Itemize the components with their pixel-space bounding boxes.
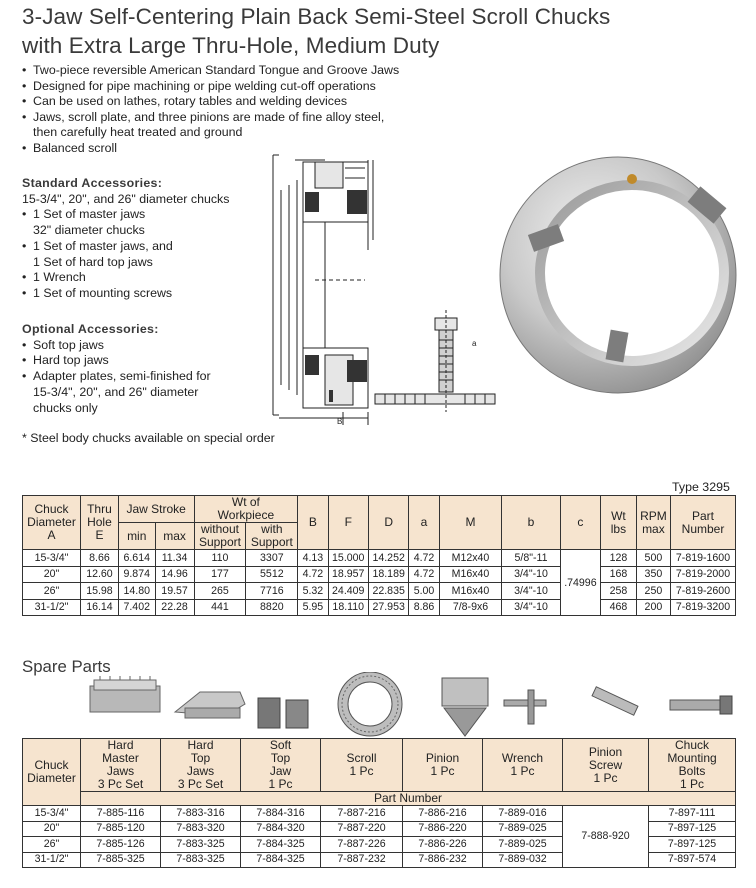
header-text-line: max: [642, 521, 665, 536]
table-cell: 7-887-232: [321, 852, 403, 868]
header-text-line: 1 Pc: [430, 764, 455, 778]
col-header-a: a: [409, 496, 439, 550]
table-cell: 14.252: [368, 550, 408, 567]
table-cell: 500: [636, 550, 670, 567]
header-text-line: Workpiece: [217, 508, 275, 522]
header-text-line: E: [95, 528, 104, 542]
spare-parts-images: [80, 672, 746, 740]
title-line-2: with Extra Large Thru-Hole, Medium Duty: [22, 33, 440, 58]
col-header-B: B: [298, 496, 328, 550]
col-header-scroll: [321, 739, 403, 792]
table-cell: 7-883-325: [161, 837, 241, 853]
accessory-item: • 1 Set of mounting screws: [22, 286, 272, 302]
table-cell: 15.98: [81, 583, 119, 600]
table-row: [23, 566, 736, 583]
col-header-D: D: [368, 496, 408, 550]
table-cell: 7-897-125: [649, 837, 736, 853]
table-cell: 7716: [246, 583, 298, 600]
col-header-thru-hole: [81, 496, 119, 550]
table-cell: 258: [601, 583, 637, 600]
standard-accessories: [22, 176, 272, 302]
table-cell: 168: [601, 566, 637, 583]
feature-item: • Designed for pipe machining or pipe welding cut-off operations: [22, 79, 482, 95]
table-cell: 7-889-032: [483, 852, 563, 868]
col-header-c: c: [560, 496, 600, 550]
col-header-F: F: [328, 496, 368, 550]
table-cell: 7-883-320: [161, 821, 241, 837]
table-cell: 177: [194, 566, 246, 583]
table-cell: 265: [194, 583, 246, 600]
header-text-line: Number: [681, 521, 725, 536]
table-cell: 5.32: [298, 583, 328, 600]
col-header-with-support: [246, 523, 298, 550]
table-cell: M16x40: [439, 566, 502, 583]
table-cell: 441: [194, 599, 246, 616]
header-text-line: Chuck: [34, 502, 69, 516]
header-text-line: Soft: [269, 738, 292, 752]
spare-parts-table: [22, 738, 736, 868]
feature-item: • Balanced scroll: [22, 141, 482, 157]
header-text-line: Hard: [187, 738, 214, 752]
table-cell: 5.00: [409, 583, 439, 600]
col-header-pinion-screw: [563, 739, 649, 792]
table-cell: 9.874: [118, 566, 155, 583]
header-text-line: 1 Pc: [268, 777, 293, 791]
table-cell: 3/4"-10: [502, 599, 560, 616]
header-text-line: A: [47, 528, 56, 542]
part-number-header: Part Number: [81, 792, 736, 806]
header-text-line: 1 Pc: [679, 777, 704, 791]
accessory-item: • 1 Wrench: [22, 270, 272, 286]
table-cell: 24.409: [328, 583, 368, 600]
table-cell: 26": [23, 837, 81, 853]
type-label: Type 3295: [672, 480, 730, 494]
table-cell: 5512: [246, 566, 298, 583]
pinion-screw-cell: 7-888-920: [563, 806, 649, 868]
table-cell: 8820: [246, 599, 298, 616]
table-cell: 20": [23, 821, 81, 837]
chuck-photo: [490, 145, 746, 405]
table-cell: 11.34: [155, 550, 194, 567]
table-cell: 8.66: [81, 550, 119, 567]
header-text-line: with: [261, 522, 283, 536]
table-cell: 7-889-016: [483, 806, 563, 822]
table-row: [23, 550, 736, 567]
chuck-section-drawing: [255, 150, 505, 425]
table-cell: 7/8-9x6: [439, 599, 502, 616]
table-cell: 7-884-316: [241, 806, 321, 822]
col-header-pinion: [403, 739, 483, 792]
col-header-rpm: [636, 496, 670, 550]
feature-item: • Can be used on lathes, rotary tables and welding devices: [22, 94, 482, 110]
col-header-wt-workpiece: [194, 496, 298, 523]
title-line-1: 3-Jaw Self-Centering Plain Back Semi-Steel Scroll Chucks: [22, 4, 611, 29]
col-header-mounting-bolts: [649, 739, 736, 792]
col-header-without-support: [194, 523, 246, 550]
table-cell: 350: [636, 566, 670, 583]
header-text-line: Pinion: [588, 744, 623, 759]
accessory-item: • 1 Set of master jaws, and 1 Set of hard top jaws: [22, 239, 272, 270]
table-cell: 6.614: [118, 550, 155, 567]
wrench-icon: [504, 690, 546, 724]
table-cell: 7-884-325: [241, 837, 321, 853]
table-row: [23, 583, 736, 600]
header-text-line: Wt of: [231, 495, 260, 509]
c-value-cell: .74996: [560, 550, 600, 616]
table-cell: 18.110: [328, 599, 368, 616]
header-text-line: Part: [692, 508, 715, 523]
table-cell: 7.402: [118, 599, 155, 616]
table-cell: 7-884-325: [241, 852, 321, 868]
table-cell: 26": [23, 583, 81, 600]
table-cell: 4.72: [298, 566, 328, 583]
col-header-chuck-diameter: [23, 496, 81, 550]
header-text-line: 3 Pc Set: [177, 777, 224, 791]
header-text-line: Top: [270, 751, 291, 765]
table-cell: 3/4"-10: [502, 566, 560, 583]
table-cell: 7-883-316: [161, 806, 241, 822]
table-cell: 7-885-120: [81, 821, 161, 837]
table-cell: 7-889-025: [483, 837, 563, 853]
table-cell: 12.60: [81, 566, 119, 583]
header-text-line: Diameter: [27, 771, 76, 785]
table-cell: 7-887-216: [321, 806, 403, 822]
header-text-line: Support: [198, 535, 241, 549]
col-header-jaw-min: min: [118, 523, 155, 550]
pinion-icon: [442, 678, 488, 736]
col-header-jaw-max: max: [155, 523, 194, 550]
optional-accessories: [22, 322, 272, 416]
table-cell: 7-886-220: [403, 821, 483, 837]
header-text-line: Screw: [588, 757, 623, 772]
table-cell: 22.28: [155, 599, 194, 616]
table-cell: 27.953: [368, 599, 408, 616]
table-cell: 18.957: [328, 566, 368, 583]
col-header-hard-master-jaws: [81, 739, 161, 792]
table-cell: 5.95: [298, 599, 328, 616]
table-cell: 7-885-116: [81, 806, 161, 822]
spare-parts-title: Spare Parts: [22, 657, 111, 676]
table-cell: 7-883-325: [161, 852, 241, 868]
table-cell: 7-897-125: [649, 821, 736, 837]
table-cell: 7-885-126: [81, 837, 161, 853]
col-header-b: b: [502, 496, 560, 550]
table-cell: 7-897-111: [649, 806, 736, 822]
header-text-line: RPM: [640, 508, 667, 523]
table-cell: 7-819-3200: [671, 599, 736, 616]
standard-accessories-intro: 15-3/4", 20", and 26" diameter chucks: [22, 191, 230, 206]
table-cell: 110: [194, 550, 246, 567]
header-text-line: 1 Pc: [510, 764, 535, 778]
table-cell: 31-1/2": [23, 599, 81, 616]
col-header-wt-lbs: [601, 496, 637, 550]
feature-item: • Two-piece reversible American Standard Tongue and Groove Jaws: [22, 63, 482, 79]
table-cell: 15-3/4": [23, 806, 81, 822]
table-cell: 20": [23, 566, 81, 583]
table-cell: 18.189: [368, 566, 408, 583]
table-cell: 4.72: [409, 566, 439, 583]
table-cell: 14.96: [155, 566, 194, 583]
col-header-hard-top-jaws: [161, 739, 241, 792]
table-cell: 8.86: [409, 599, 439, 616]
header-text-line: 1 Pc: [593, 770, 618, 785]
table-cell: 31-1/2": [23, 852, 81, 868]
dim-label-b: B: [337, 417, 343, 425]
header-text-line: Support: [250, 535, 293, 549]
mounting-bolt-icon: [670, 696, 732, 714]
table-cell: 5/8"-11: [502, 550, 560, 567]
feature-list: [22, 63, 482, 157]
header-text-line: 3 Pc Set: [97, 777, 144, 791]
hard-top-jaws-icon: [175, 692, 245, 718]
scroll-icon: [338, 672, 402, 736]
col-header-part-number: [671, 496, 736, 550]
accessory-item: • Hard top jaws: [22, 353, 272, 369]
header-text-line: Chuck: [34, 758, 69, 772]
accessory-item: • 1 Set of master jaws 32" diameter chucks: [22, 207, 272, 238]
accessory-item: • Adapter plates, semi-finished for 15-3/4", 20", and 26" diameter chucks only: [22, 369, 272, 416]
header-text-line: Wrench: [501, 751, 544, 765]
table-cell: 16.14: [81, 599, 119, 616]
table-row: [23, 806, 736, 822]
header-text-line: Jaw: [269, 764, 292, 778]
header-text-line: Jaws: [186, 764, 215, 778]
header-text-line: 1 Pc: [349, 764, 374, 778]
accessory-item: • Soft top jaws: [22, 338, 272, 354]
header-text-line: lbs: [610, 521, 627, 536]
specifications-table: [22, 495, 736, 616]
standard-accessories-heading: Standard Accessories:: [22, 176, 163, 190]
table-cell: 200: [636, 599, 670, 616]
table-cell: 7-889-025: [483, 821, 563, 837]
hard-master-jaws-icon: [90, 676, 160, 712]
optional-accessories-heading: Optional Accessories:: [22, 322, 159, 336]
header-text-line: Hole: [87, 515, 112, 529]
soft-top-jaw-icon: [258, 698, 308, 728]
header-text-line: Thru: [87, 502, 112, 516]
col-header-soft-top-jaw: [241, 739, 321, 792]
header-text-line: Wt: [611, 508, 626, 523]
table-cell: 7-886-216: [403, 806, 483, 822]
table-cell: 468: [601, 599, 637, 616]
header-text-line: Bolts: [678, 764, 706, 778]
table-cell: 7-886-232: [403, 852, 483, 868]
table-cell: 15-3/4": [23, 550, 81, 567]
header-text-line: Chuck: [674, 738, 709, 752]
table-cell: 7-887-226: [321, 837, 403, 853]
table-cell: M12x40: [439, 550, 502, 567]
table-cell: 128: [601, 550, 637, 567]
table-cell: 7-886-226: [403, 837, 483, 853]
table-cell: 250: [636, 583, 670, 600]
table-cell: 4.72: [409, 550, 439, 567]
table-cell: 7-884-320: [241, 821, 321, 837]
table-cell: 7-819-2000: [671, 566, 736, 583]
table-cell: 3/4"-10: [502, 583, 560, 600]
special-order-note: * Steel body chucks available on special order: [22, 431, 275, 445]
col-header-jaw-stroke: Jaw Stroke: [118, 496, 194, 523]
table-cell: M16x40: [439, 583, 502, 600]
header-text-line: Hard: [107, 738, 134, 752]
header-text-line: Diameter: [27, 515, 76, 529]
header-text-line: Master: [102, 751, 139, 765]
table-cell: 14.80: [118, 583, 155, 600]
col-header-wrench: [483, 739, 563, 792]
feature-item: • Jaws, scroll plate, and three pinions are made of fine alloy steel, then carefully heat treated and ground: [22, 110, 482, 141]
table-row: [23, 599, 736, 616]
table-cell: 4.13: [298, 550, 328, 567]
pinion-screw-icon: [592, 687, 638, 716]
page-title: [22, 2, 742, 60]
header-text-line: Scroll: [346, 751, 377, 765]
table-cell: 7-819-2600: [671, 583, 736, 600]
header-text-line: without: [200, 522, 239, 536]
header-text-line: Pinion: [425, 751, 460, 765]
table-cell: 7-887-220: [321, 821, 403, 837]
table-cell: 3307: [246, 550, 298, 567]
table-cell: 19.57: [155, 583, 194, 600]
dim-label-a: a: [472, 339, 477, 348]
table-cell: 7-819-1600: [671, 550, 736, 567]
header-text-line: Jaws: [106, 764, 135, 778]
table-cell: 15.000: [328, 550, 368, 567]
header-text-line: Top: [190, 751, 211, 765]
col-header-M: M: [439, 496, 502, 550]
table-cell: 7-897-574: [649, 852, 736, 868]
header-text-line: Mounting: [667, 751, 717, 765]
col-header-chuck-diameter: [23, 739, 81, 806]
table-cell: 7-885-325: [81, 852, 161, 868]
table-cell: 22.835: [368, 583, 408, 600]
